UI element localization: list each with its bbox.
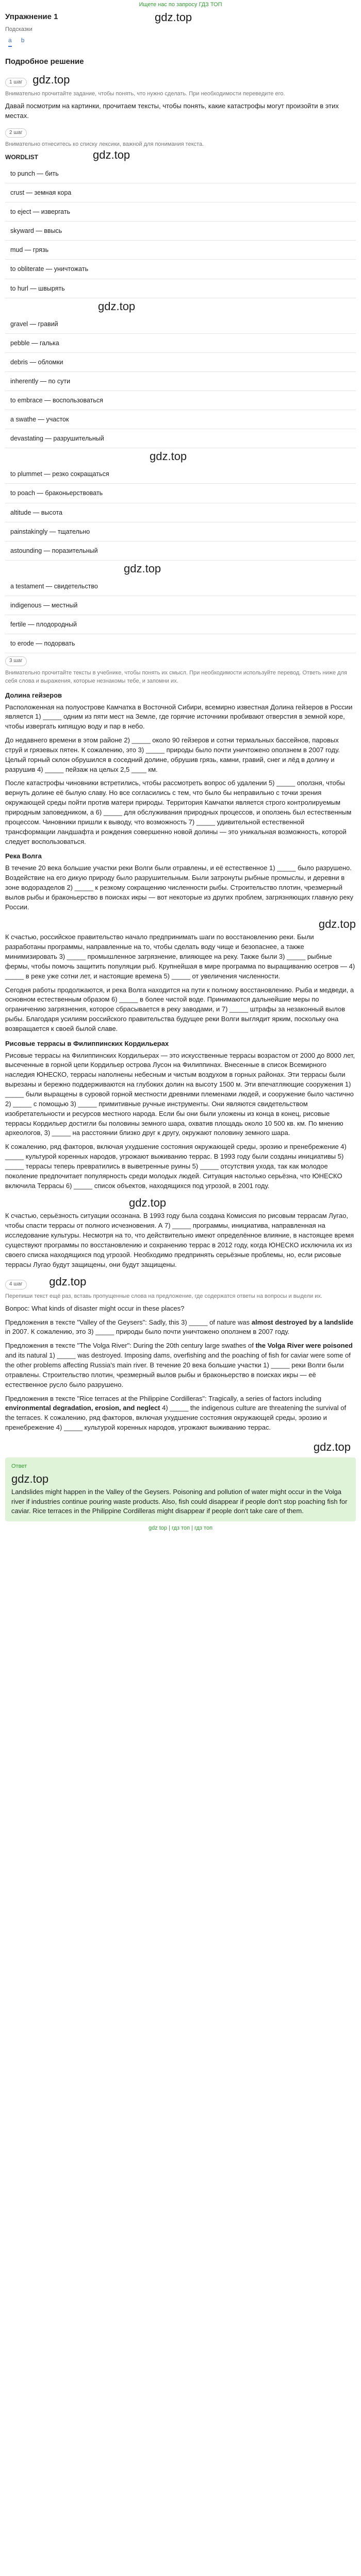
- wordlist-item: crust — земная кора: [5, 183, 356, 202]
- answer-box: [5, 1458, 356, 1521]
- wordlist-item: inherently — по сути: [5, 372, 356, 391]
- wordlist-item: to hurl — швырять: [5, 279, 356, 298]
- watermark: gdz.top: [98, 299, 136, 313]
- text-paragraph: До недавнего времени в этом районе 2) _____ около 90 гейзеров и сотни термальных бассейнов, паровых струй и грязевых пятен. К сожалению, это 3) _____ природы было почти уничтожено оползнем в 2007 году. Целый горный склон обрушился в соседний долине, обрушив грязь, камни, гравий, снег и лёд в долину и разрушив 4) _____ пейзаж на целых 2,5 ____ км.: [5, 736, 340, 773]
- question-text: Вопрос: What kinds of disaster might occur in these places?: [5, 1304, 185, 1312]
- step-badge: 4 шаг: [5, 1280, 27, 1290]
- text-paragraph: К сожалению, ряд факторов, включая ухудшение состояния окружающей среды, эрозию и пренебрежение 4) _____ культурой коренных народов, угрожают выживанию террас. В 1993 году были созданы инициативы 5) _____ террасы теперь превратились в выветренные руины 5) _____ отсутствия ухода, так как молодое поколение предпочитает популярность среди молодых людей. Ситуация настолько серьёзна, что ЮНЕСКО включила Террасы 6) _____ список объектов, находящихся под угрозой, в 2001 году.: [5, 1143, 347, 1190]
- wordlist: [5, 164, 356, 654]
- text-heading: Река Волга: [5, 852, 42, 860]
- qa-items: [5, 1318, 356, 1433]
- wordlist-item: to eject — извергать: [5, 202, 356, 222]
- qa-prefix: Предложения в тексте "The Volga River": During the 20th century large swathes of: [5, 1342, 256, 1350]
- promo-link[interactable]: Ищете нас по запросу ГДЗ ТОП: [139, 2, 222, 8]
- answer-label: Ответ: [11, 1463, 27, 1469]
- text-heading: Долина гейзеров: [5, 691, 62, 699]
- page: [5, 0, 356, 1533]
- qa-item: [5, 1318, 356, 1337]
- step-note: Внимательно отнеситесь ко списку лексики, важной для понимания текста.: [5, 141, 204, 148]
- top-promo-bar: [5, 1, 356, 8]
- qa-highlight: almost destroyed by a landslide: [251, 1318, 353, 1326]
- step-badge: 2 шаг: [5, 128, 27, 138]
- wordlist-item: skyward — ввысь: [5, 222, 356, 241]
- text-paragraph: Сегодня работы продолжаются, и река Волга находится на пути к полному восстановлению. Рыба и медведи, а основном естественным образом 6) _____ в более чистой воде. Принимаются дальнейшие меры по ограничению загрязнения, которое сбрасывается в реку заводами, и 7) _____ штрафы за незаконный вылов рыбы. Благодаря усилиям российского правительства будущее реки Волги выглядит ярким, поскольку она возвращается к своей былой славе.: [5, 986, 354, 1032]
- wordlist-item: to poach — браконьерствовать: [5, 484, 356, 503]
- text-paragraph: После катастрофы чиновники встретились, чтобы рассмотреть вопрос об удалении 5) _____ оползня, чтобы вернуть долине её былую славу. Но все согласились с тем, что было бы неправильно с точки зрения окружающей среды пойти против матери природы. Территория Камчатки является строго контролируемым природным заповедником, а 6) _____ для обслуживания природных процессов, и оползень был естественным процессом. Чиновники пришли к выводу, что возможность 7) _____ удивительной естественной трансформации ландшафта и рождения совершенно новой долины — это уникальная возможность, которой следует воспользоваться.: [5, 779, 352, 845]
- text-paragraph: К счастью, серьёзность ситуации осознана. В 1993 году была создана Комиссия по рисовым террасам Лугао, чтобы спасти террасы от полного исчезновения. А 7) _____ программы, инициатива, направленная на исследование культуры. Несмотря на то, что действительно имеют определённое влияние, в настоящее время существуют программы по восстановлению и сохранению террас в 2012 году, когда ЮНЕСКО исключила их из своего списка находящихся под угрозой. Необходимо предпринять серьёзные проблемы, но, если рисовые террасы Лугао будут защищены, они будут защищены.: [5, 1212, 354, 1268]
- text-paragraph: К счастью, российское правительство начало предпринимать шаги по восстановлению реки. Были разработаны программы, направленные на то, чтобы сделать воду чище и безопаснее, а также минимизировать 3) _____ промышленное загрязнение, влияющее на реку. Также были 3) _____ рыбные фермы, чтобы помочь защитить популяции рыб. Крупнейшая в мире программа по выращиванию осетров — 4) _____ в реке уже сотни лет, и настоящие времена 5) _____ от увеличения численности.: [5, 933, 355, 980]
- watermark: gdz.top: [318, 918, 356, 931]
- wordlist-item: to erode — подорвать: [5, 634, 356, 653]
- wordlist-item: mud — грязь: [5, 241, 356, 260]
- qa-suffix: 4) _____ the indigenous culture are threatening the survival of the terraces. К сожалению, ряд факторов, включая ухудшение состояния окружающей среды, эрозию и пренебрежение 4) _____ культурой коренных народов, угрожают выживанию террас.: [5, 1404, 347, 1432]
- tab-b[interactable]: b: [21, 36, 25, 44]
- qa-item: [5, 1394, 356, 1433]
- wordlist-item: astounding — поразительный: [5, 541, 356, 561]
- step-text: Давай посмотрим на картинки, прочитаем тексты, чтобы понять, какие катастрофы могут произойти в этих местах.: [5, 102, 339, 120]
- text-heading: Рисовые террасы в Филиппинских Кордильерах: [5, 1039, 169, 1047]
- watermark: gdz.top: [11, 1472, 49, 1485]
- step-badge: 1 шаг: [5, 78, 27, 88]
- watermark: gdz.top: [313, 1440, 351, 1453]
- wordlist-item: altitude — высота: [5, 503, 356, 522]
- tab-a[interactable]: a: [8, 36, 12, 47]
- wordlist-title: WORDLIST: [5, 154, 38, 161]
- wordlist-item: to obliterate — уничтожать: [5, 260, 356, 279]
- watermark: gdz.top: [49, 1275, 87, 1289]
- wordlist-item: painstakingly — тщательно: [5, 522, 356, 541]
- wordlist-item: to embrace — воспользоваться: [5, 391, 356, 410]
- exercise-title: Упражнение 1: [5, 12, 58, 21]
- qa-item: [5, 1341, 356, 1389]
- watermark: gdz.top: [93, 148, 130, 162]
- qa-prefix: Предложения в тексте "Rice terraces at the Philippine Cordilleras": Tragically, a series of factors including: [5, 1394, 322, 1402]
- step-badge: 3 шаг: [5, 656, 27, 666]
- text-paragraph: Рисовые террасы на Филиппинских Кордильерах — это искусственные террасы возрастом от 2000 до 8000 лет, высеченные в горной цепи Кордильер острова Лусон на Филиппинах. Внесенные в список Всемирного наследия ЮНЕСКО, террасы наполнены небесным и чистым воздухом в горных районах. Эти террасы были вырезаны и бережно поддерживаются на глубоких долин на высоту 1500 м. Эти впечатляющие сооружения 1) _____ были выращены в суровой горной местности древними племенами людей, и сооружение было частично 2) _____ с помощью 3) _____ примитивные ручные инструменты. Они являются свидетельством изобретательности и ресурсов местного народа. Если бы они были уложены из конца в конец, рисовые террасы Кордильер достигли бы половины земного шара, охватив площадь около 10 500 кв. км. По мнению археологов, 3) _____ на расстоянии близко друг к другу, окружают половину земного шара.: [5, 1051, 355, 1137]
- wordlist-item: a swathe — участок: [5, 410, 356, 429]
- wordlist-item: fertile — плодородный: [5, 615, 356, 634]
- wordlist-item: to punch — бить: [5, 164, 356, 183]
- watermark: gdz.top: [155, 11, 192, 24]
- qa-suffix: and its natural 1) _____ was destroyed. Imposing dams, overfishing and the poaching of fish for caviar were some of the other problems affecting Russia's main river. В течение 20 века большие участки 1) _____ реки Волги были отравлены. Строительство плотин, чрезмерный вылов рыбы и браконьерство в поисках икры — её естественное русло было разрушено.: [5, 1351, 351, 1388]
- qa-highlight: the Volga River were poisoned: [255, 1342, 353, 1350]
- wordlist-item: gravel — гравий: [5, 315, 356, 334]
- wordlist-item: debris — обломки: [5, 353, 356, 372]
- footer-links[interactable]: gdz top | гдз топ | гдз топ: [148, 1525, 213, 1532]
- wordlist-item: to plummet — резко сокращаться: [5, 465, 356, 484]
- hint-tabs: [8, 36, 356, 47]
- step-note: Внимательно прочитайте задание, чтобы понять, что нужно сделать. При необходимости переведите его.: [5, 91, 285, 97]
- step-note: Внимательно прочитайте тексты в учебнике, чтобы понять их смысл. При необходимости используйте перевод. Ответь ниже для себя слова и выражения, которые незнакомы тебе, и запомни их.: [5, 669, 347, 684]
- qa-prefix: Предложения в тексте "Valley of the Geysers": Sadly, this 3) _____ of nature was: [5, 1318, 252, 1326]
- step-note: Перепиши текст ещё раз, вставь пропущенные слова на предложение, где содержатся ответы на вопросы и выдели их.: [5, 1293, 322, 1299]
- footer: [5, 1524, 356, 1533]
- watermark: gdz.top: [150, 450, 187, 463]
- wordlist-item: pebble — галька: [5, 334, 356, 353]
- qa-suffix: in 2007. К сожалению, это 3) _____ природы было почти уничтожено оползнем в 2007 году.: [5, 1328, 290, 1336]
- wordlist-item: a testament — свидетельство: [5, 577, 356, 596]
- qa-highlight: environmental degradation, erosion, and neglect: [5, 1404, 160, 1412]
- text-paragraph: В течение 20 века большие участки реки Волги были отравлены, и её естественное 1) _____ было разрушено. Воздействие на его дикую природу было разрушительным. Были затронуты рыбные промыслы, и деревни в зоне водоразделов 2) _____ к резкому сокращению численности рыбы. Строительство плотин, чрезмерный вылов рыбы и браконьерство в поисках икры — вот некоторые из других проблем, загрязняющих главную реку России.: [5, 864, 354, 911]
- watermark: gdz.top: [32, 73, 70, 86]
- watermark: gdz.top: [129, 1196, 167, 1210]
- watermark: gdz.top: [124, 562, 161, 575]
- hints-label: Подсказки: [5, 26, 32, 32]
- wordlist-item: indigenous — местный: [5, 596, 356, 615]
- solution-title: Подробное решение: [5, 57, 84, 66]
- wordlist-item: devastating — разрушительный: [5, 429, 356, 448]
- answer-text: Landslides might happen in the Valley of the Geysers. Poisoning and pollution of water might occur in the Volga river if industries continue pouring waste products. Also, fish could disappear if people don't stop poaching fish for caviar. Rice terraces in the Philippine Cordilleras might disappear if people don't take care of them.: [11, 1487, 348, 1515]
- reading-texts: [5, 691, 356, 1270]
- text-paragraph: Расположенная на полуострове Камчатка в Восточной Сибири, всемирно известная Долина гейзеров в России является 1) _____ одним из пяти мест на Земле, где горячие источники пробивают отверстия в земной коре, чтобы извергать кипящую воду и пар в небо.: [5, 703, 353, 731]
